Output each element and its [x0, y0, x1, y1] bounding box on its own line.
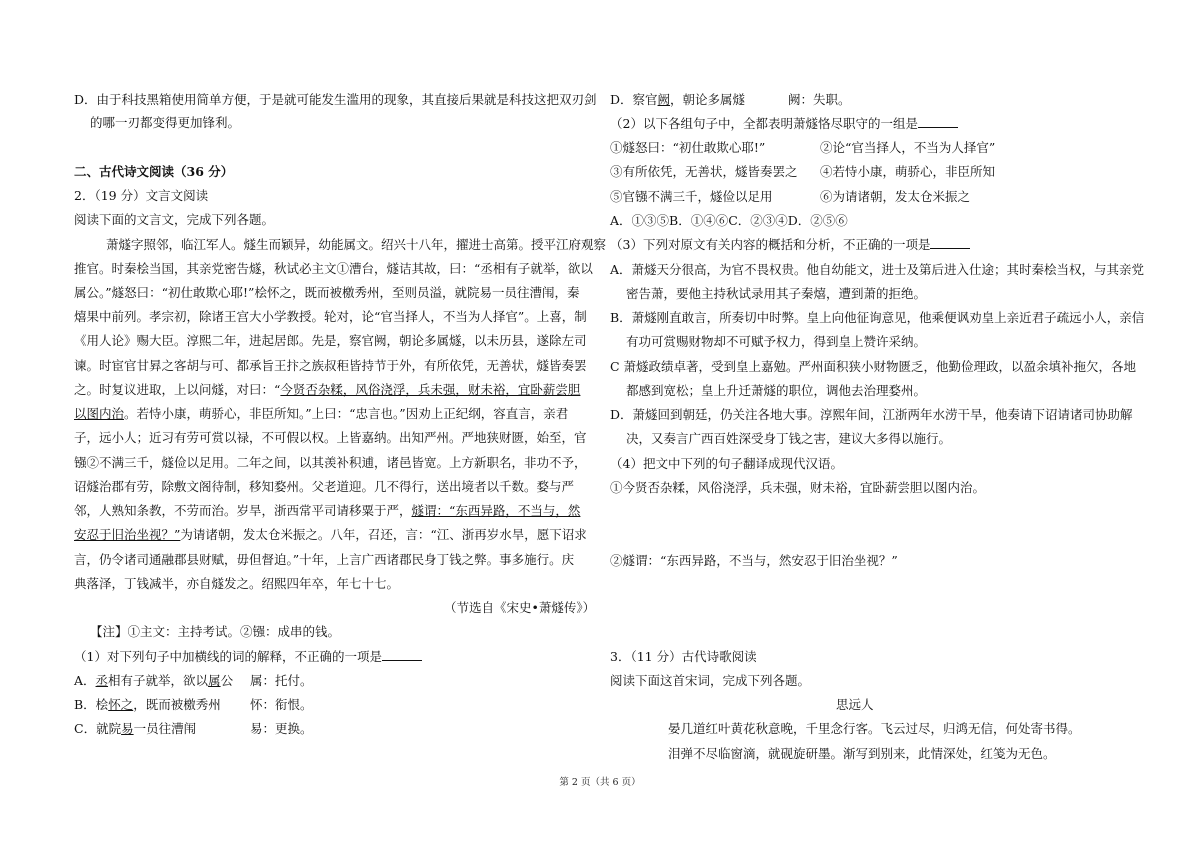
- passage-line: 典落泽，丁钱减半，亦自燧发之。绍熙四年卒，年七十七。: [74, 576, 400, 591]
- choice-a-definition: 属：托付。: [250, 673, 313, 688]
- question-2-heading: 2．（19 分）文言文阅读: [74, 188, 209, 203]
- option-a-line2: 密告萧，要他主持秋试录用其子秦熺，遭到萧的拒绝。: [626, 286, 927, 301]
- option-d-line2: 决，又奏言广西百姓深受身丁钱之害，建议大多得以施行。: [626, 431, 952, 446]
- choice-text: D．察官: [610, 92, 658, 107]
- choice-d: [610, 92, 745, 108]
- choice-text: 一员往漕闱: [133, 721, 197, 736]
- group-item: ②论“官当择人，不当为人择官”: [820, 140, 996, 155]
- subquestion-3-text: （3）下列对原文有关内容的概括和分析，不正确的一项是: [610, 237, 931, 252]
- passage-line: 言，仍令诸司通融郡县财赋，毋但督迫。”十年，上言广西诸郡民身丁钱之弊。事多施行。庆: [74, 552, 575, 567]
- underlined-word: 易: [121, 721, 134, 736]
- passage-line: 诏燧治郡有劳，除敷文阁待制，移知婺州。父老道迎。几不得行，送出境者以千数。婺与严: [74, 479, 575, 494]
- choice-text: ，既而被檄秀州: [133, 697, 221, 712]
- passage-text: 之。时复议进取，上以问燧，对曰：“: [74, 382, 281, 397]
- translation-sentence-1: ①今贤否杂糅，风俗浇浮，兵未强，财未裕，宜卧薪尝胆以图内治。: [610, 480, 986, 495]
- answer-blank: [382, 649, 422, 661]
- group-item: ⑤官镪不满三千，燧俭以足用: [610, 189, 773, 204]
- choice-c-definition: 易：更换。: [250, 721, 313, 736]
- group-item: ④若恃小康，萌骄心，非臣所知: [820, 164, 996, 179]
- underlined-word: 丞: [95, 673, 109, 688]
- subquestion-4: （4）把文中下列的句子翻译成现代汉语。: [610, 456, 843, 471]
- subquestion-1-text: （1）对下列句子中加横线的词的解释，不正确的一项是: [74, 649, 382, 664]
- choice-text: C．就院: [74, 721, 122, 736]
- choice-a: [74, 673, 233, 689]
- annotation-note: 【注】①主文：主持考试。②镪：成串的钱。: [90, 624, 341, 639]
- passage-line: 熺果中前列。孝宗初，除诸王宫大小学教授。轮对，论“官当择人，不当为人择官”。上喜，制: [74, 309, 587, 324]
- choice-b-definition: 怀：衔恨。: [250, 697, 313, 712]
- passage-text: 邻，人熟知条教，不劳而治。岁旱，浙西常平司请移粟于严，: [74, 503, 412, 518]
- section-heading: 二、古代诗文阅读（36 分）: [74, 164, 234, 179]
- passage-source: （节选自《宋史•萧燧传》）: [444, 600, 596, 615]
- passage-line: 萧燧字照邻，临江军人。燧生而颖异，幼能属文。绍兴十八年，擢进士高第。授平江府观察: [106, 237, 607, 252]
- option-b-line2: 有功可赏赐财物却不可赋予权力，得到皇上赞许采纳。: [626, 334, 927, 349]
- choice-text: 相有子就举，欲以: [108, 673, 209, 688]
- passage-line: 《用人论》赐大臣。淳熙二年，进起居郎。先是，察官阙，朝论多属燧，以未历县，遂除左司: [74, 333, 587, 348]
- choice-text: B．桧: [74, 697, 109, 712]
- group-item: ①燧怒曰：“初仕敢欺心耶!”: [610, 140, 766, 155]
- answer-blank: [930, 237, 970, 249]
- underlined-word: 属: [208, 673, 221, 688]
- group-item: ③有所依凭，无善状，燧皆奏罢之: [610, 164, 798, 179]
- subquestion-1: [74, 649, 422, 665]
- underlined-sentence: 安忍于旧治坐视？”: [74, 527, 181, 542]
- passage-line: [74, 527, 587, 543]
- group-item: ⑥为请诸朝，发太仓米振之: [820, 189, 971, 204]
- poem-line: 晏几道红叶黄花秋意晚，千里念行客。飞云过尽，归鸿无信，何处寄书得。: [668, 721, 1081, 736]
- passage-line: 推官。时秦桧当国，其亲党密告燧，秋试必主文①漕台，燧诘其故，曰：“丞相有子就举，欲以: [74, 261, 593, 276]
- passage-line: 子，远小人；近习有劳可赏以禄，不可假以权。上皆嘉纳。出知严州。严地狭财匮，始至，官: [74, 430, 587, 445]
- option-d-line1: D．由于科技黑箱使用简单方便，于是就可能发生滥用的现象，其直接后果就是科技这把双刃剑: [74, 92, 597, 107]
- passage-line: [74, 406, 568, 422]
- underlined-sentence: 今贤否杂糅，风俗浇浮，兵未强，财未裕，宜卧薪尝胆: [280, 382, 581, 397]
- option-d-line2: 的哪一刃都变得更加锋利。: [90, 115, 241, 130]
- passage-line: [74, 382, 580, 398]
- option-a-line1: A．萧燧天分很高，为官不畏权贵。他自幼能文，进士及第后进入仕途；其时秦桧当权，与其亲党: [610, 262, 1145, 277]
- passage-text: 。若恃小康，萌骄心，非臣所知。”上曰：“忠言也。”因劝上正纪纲，容直言，亲君: [124, 406, 569, 421]
- subquestion-2-options: A．①③⑤B．①④⑥C．②③④D．②⑤⑥: [610, 213, 848, 228]
- page-number-footer: 第 2 页（共 6 页）: [559, 777, 641, 788]
- passage-text: 为请诸朝，发太仓米振之。八年，召还，言：“江、浙再岁水旱，愿下诏求: [180, 527, 587, 542]
- passage-line: 属公。”燧怒曰：“初仕敢欺心耶!”桧怀之，既而被檄秀州，至则员溢，就院易一员往漕闱，秦: [74, 285, 580, 300]
- underlined-word: 怀之: [108, 697, 134, 712]
- question-2-instruction: 阅读下面的文言文，完成下列各题。: [74, 212, 275, 227]
- passage-line: [74, 503, 580, 519]
- question-3-heading: 3．（11 分）古代诗歌阅读: [610, 649, 757, 664]
- choice-text: 公: [220, 673, 234, 688]
- choice-b: [74, 697, 221, 713]
- subquestion-3: [610, 237, 970, 253]
- underlined-word: 阙: [657, 92, 671, 107]
- passage-line: 镪②不满三千，燧俭以足用。二年之间，以其羡补积逋，诸邑皆宽。上方新职名，非功不予，: [74, 455, 587, 470]
- option-c-line2: 都感到宽松；皇上升迁萧燧的职位，调他去治理婺州。: [626, 383, 927, 398]
- option-c-line1: C 萧燧政绩卓著，受到皇上嘉勉。严州面积狭小财物匮乏，他勤俭理政，以盈余填补拖欠，各地: [610, 359, 1137, 374]
- option-d-line1: D．萧燧回到朝廷，仍关注各地大事。淳熙年间，江浙两年水涝干旱，他奏请下诏请诸司协助解: [610, 407, 1133, 422]
- poem-line: 泪弹不尽临窗滴，就砚旋研墨。渐写到别来，此情深处，红笺为无色。: [668, 746, 1056, 761]
- subquestion-2-text: （2）以下各组句子中，全都表明萧燧恪尽职守的一组是: [610, 116, 918, 131]
- choice-text: A．: [74, 673, 96, 688]
- poem-title: 思远人: [836, 697, 874, 712]
- underlined-sentence: 以图内治: [74, 406, 125, 421]
- option-b-line1: B．萧燧刚直敢言，所奏切中时弊。皇上向他征询意见，他乘便讽劝皇上亲近君子疏远小人，亲信: [610, 310, 1145, 325]
- subquestion-2: [610, 116, 958, 132]
- answer-blank: [918, 116, 958, 128]
- passage-line: 谏。时宦官甘昪之客胡与可、都承旨王抃之族叔秬皆持节于外，有所依凭，无善状，燧皆奏罢: [74, 358, 587, 373]
- choice-c: [74, 721, 196, 737]
- question-3-instruction: 阅读下面这首宋词，完成下列各题。: [610, 673, 811, 688]
- translation-sentence-2: ②燧谓：“东西异路，不当与，然安忍于旧治坐视？”: [610, 553, 898, 568]
- choice-text: ，朝论多属燧: [670, 92, 746, 107]
- choice-d-definition: 阙：失职。: [788, 92, 851, 107]
- underlined-sentence: 燧谓：“东西异路，不当与，然: [411, 503, 581, 518]
